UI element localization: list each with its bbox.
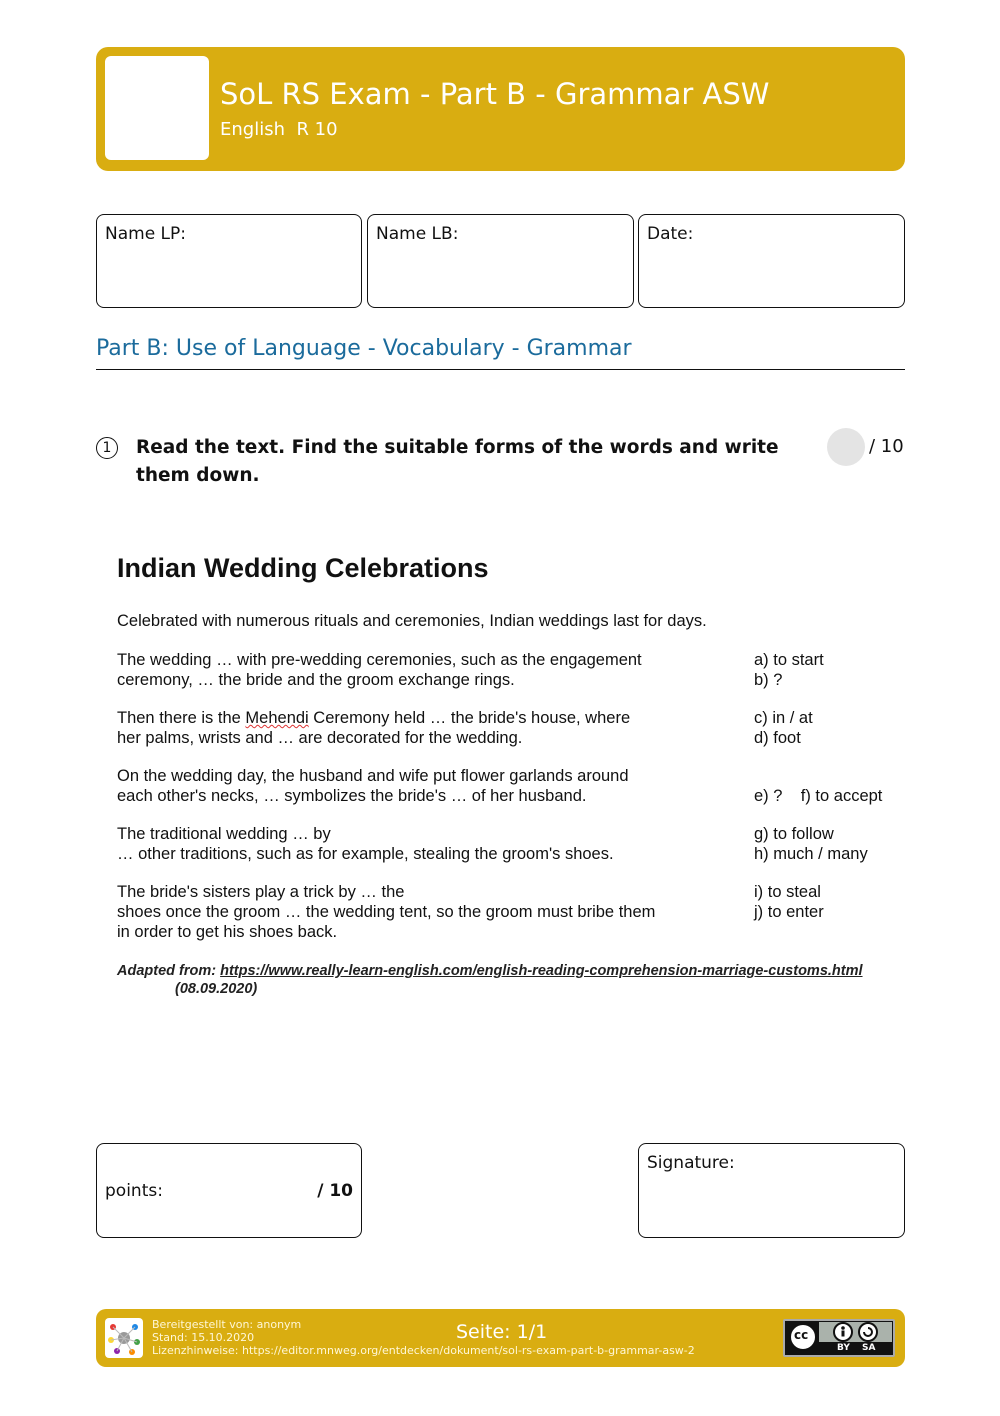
article-paragraph-2-line-2: her palms, wrists and … are decorated for the wedding. (117, 729, 523, 747)
name-lb-field[interactable] (367, 214, 634, 308)
hint-b: b) ? (754, 671, 783, 689)
hint-d: d) foot (754, 729, 801, 747)
article-intro: Celebrated with numerous rituals and ceremonies, Indian weddings last for days. (117, 612, 707, 630)
article-title: Indian Wedding Celebrations (117, 553, 489, 583)
section-heading: Part B: Use of Language - Vocabulary - Grammar (96, 336, 905, 370)
name-lp-label: Name LP: (105, 224, 187, 244)
hint-a: a) to start (754, 651, 824, 669)
misspelled-word: Mehendi (245, 709, 309, 727)
date-label: Date: (647, 224, 694, 244)
cc-by-sa-icon (783, 1319, 895, 1357)
article-paragraph-3-line-1: On the wedding day, the husband and wife put flower garlands around (117, 767, 629, 785)
hint-c: c) in / at (754, 709, 813, 727)
article-paragraph-1-line-2: ceremony, … the bride and the groom exchange rings. (117, 671, 515, 689)
hint-e-f: e) ? f) to accept (754, 787, 883, 805)
page-title: SoL RS Exam - Part B - Grammar ASW (220, 77, 770, 111)
article-paragraph-4-line-2: … other traditions, such as for example, stealing the groom's shoes. (117, 845, 614, 863)
hint-i: i) to steal (754, 883, 821, 901)
points-total: / 10 (317, 1181, 353, 1201)
article-paragraph-5-line-1: The bride's sisters play a trick by … the (117, 883, 405, 901)
footer-provided-by: Bereitgestellt von: anonym (152, 1318, 302, 1331)
article-paragraph-3-line-2: each other's necks, … symbolizes the bride's … of her husband. (117, 787, 587, 805)
source-link[interactable]: https://www.really-learn-english.com/english-reading-comprehension-marriage-customs.html (220, 963, 863, 979)
name-lp-field[interactable] (96, 214, 362, 308)
mnweg-logo-icon (105, 1318, 143, 1358)
article-paragraph-2-line-1 (117, 708, 630, 728)
article-source (117, 962, 863, 997)
logo-placeholder (105, 56, 209, 160)
date-field[interactable] (638, 214, 905, 308)
hint-j: j) to enter (754, 903, 824, 921)
task-number-badge: 1 (96, 437, 118, 459)
hint-g: g) to follow (754, 825, 834, 843)
p2-text-before: Then there is the (117, 709, 246, 727)
article-paragraph-5-line-2: shoes once the groom … the wedding tent, so the groom must bribe them (117, 903, 656, 921)
name-lb-label: Name LB: (376, 224, 459, 244)
footer-bar (96, 1309, 905, 1367)
page-number: Seite: 1/1 (456, 1321, 548, 1343)
signature-box[interactable] (638, 1143, 905, 1238)
footer-metadata (152, 1318, 695, 1357)
cc-text: cc (794, 1328, 809, 1342)
points-box[interactable] (96, 1143, 362, 1238)
article-paragraph-5-line-3: in order to get his shoes back. (117, 923, 338, 941)
page-subtitle: English R 10 (220, 119, 338, 140)
hint-h: h) much / many (754, 845, 868, 863)
p2-text-after: Ceremony held … the bride's house, where (308, 709, 631, 727)
article-paragraph-4-line-1: The traditional wedding … by (117, 825, 331, 843)
header-banner (96, 47, 905, 171)
points-label: points: (105, 1181, 163, 1201)
task-instruction: Read the text. Find the suitable forms of the words and write them down. (136, 437, 779, 486)
article-paragraph-1-line-1: The wedding … with pre-wedding ceremonies, such as the engagement (117, 651, 642, 669)
score-circle[interactable] (827, 428, 865, 466)
footer-license[interactable]: Lizenzhinweise: https://editor.mnweg.org/entdecken/dokument/sol-rs-exam-part-b-grammar-asw-2 (152, 1344, 695, 1357)
task-points-total: / 10 (869, 436, 904, 457)
cc-sa-label: SA (862, 1343, 876, 1353)
source-date: (08.09.2020) (175, 981, 258, 997)
footer-stand: Stand: 15.10.2020 (152, 1331, 255, 1344)
source-label: Adapted from: (117, 963, 221, 979)
signature-label: Signature: (647, 1153, 735, 1173)
cc-by-label: BY (837, 1343, 850, 1353)
